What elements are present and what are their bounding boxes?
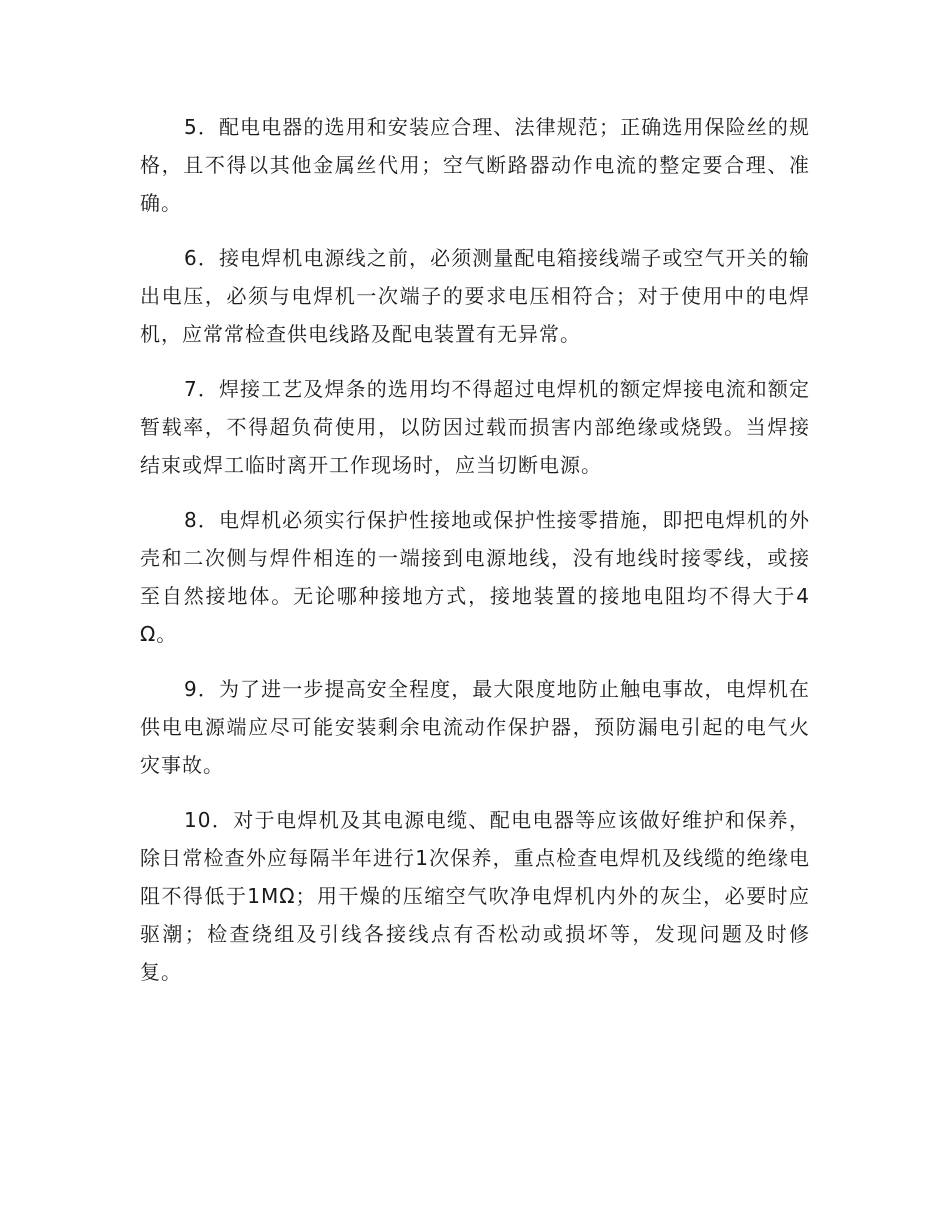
paragraph-item-8: 8．电焊机必须实行保护性接地或保护性接零措施，即把电焊机的外壳和二次侧与焊件相连的一端接到电源地线，没有地线时接零线，或接至自然接地体。无论哪种接地方式，接地装置的接地电阻均不得大于4Ω。 xyxy=(140,508,810,646)
paragraph-item-5: 5．配电电器的选用和安装应合理、法律规范；正确选用保险丝的规格，且不得以其他金属丝代用；空气断路器动作电流的整定要合理、准确。 xyxy=(140,115,810,215)
paragraph-item-9: 9．为了进一步提高安全程度，最大限度地防止触电事故，电焊机在供电电源端应尽可能安装剩余电流动作保护器，预防漏电引起的电气火灾事故。 xyxy=(140,677,810,777)
paragraph-item-7: 7．焊接工艺及焊条的选用均不得超过电焊机的额定焊接电流和额定暂载率，不得超负荷使用，以防因过载而损害内部绝缘或烧毁。当焊接结束或焊工临时离开工作现场时，应当切断电源。 xyxy=(140,377,810,477)
paragraph-item-10: 10．对于电焊机及其电源电缆、配电电器等应该做好维护和保养，除日常检查外应每隔半年进行1次保养，重点检查电焊机及线缆的绝缘电阻不得低于1MΩ；用干燥的压缩空气吹净电焊机内外的灰尘，必要时应驱潮；检查绕组及引线各接线点有否松动或损坏等，发现问题及时修复。 xyxy=(140,808,810,984)
paragraph-item-6: 6．接电焊机电源线之前，必须测量配电箱接线端子或空气开关的输出电压，必须与电焊机一次端子的要求电压相符合；对于使用中的电焊机，应常常检查供电线路及配电装置有无异常。 xyxy=(140,246,810,346)
document-body xyxy=(140,108,810,1008)
